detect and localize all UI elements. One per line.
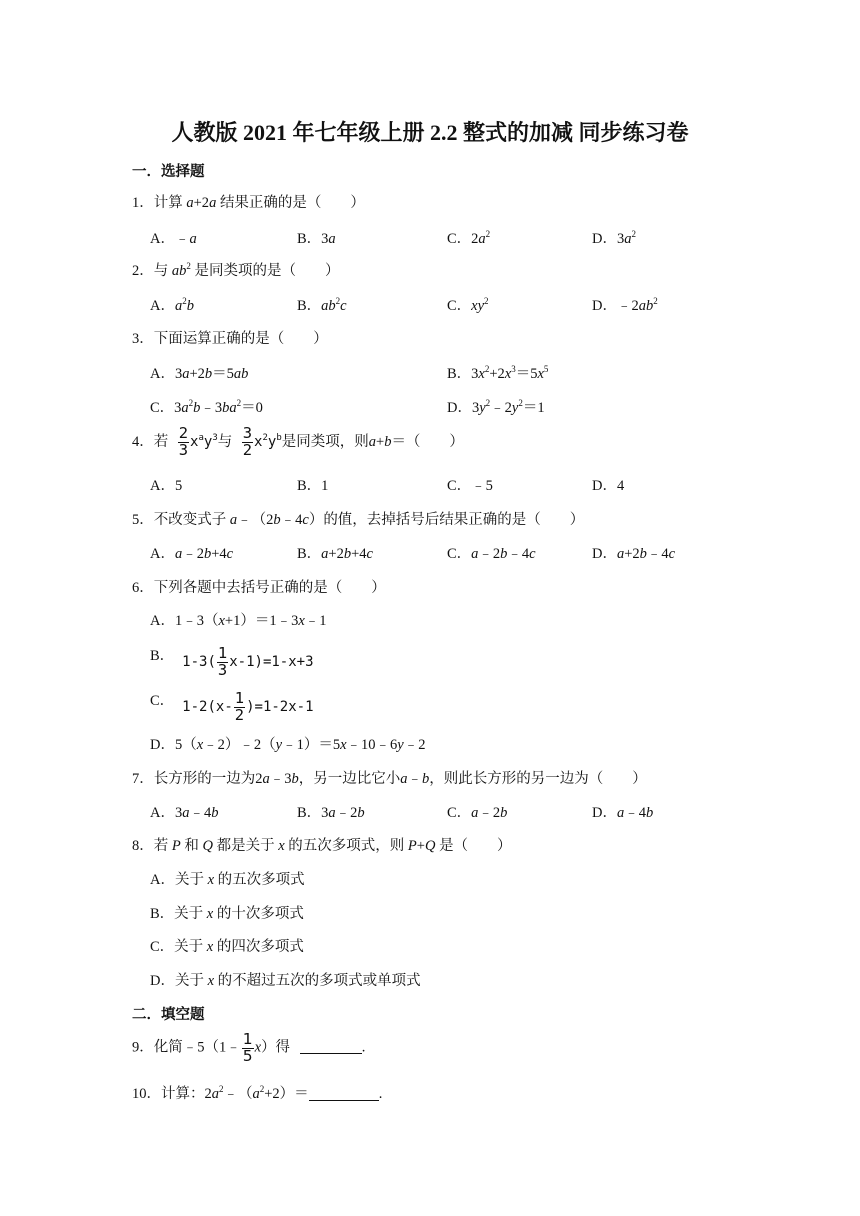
q8-option-a[interactable]: A．关于 x 的五次多项式 (150, 872, 305, 888)
q3-option-c[interactable]: C．$3a^2b﹣3ba^2=0$ (150, 398, 263, 416)
q4-option-c[interactable]: C．﹣5 (447, 478, 493, 494)
question-3: 3．下面运算正确的是（ ） (132, 331, 328, 347)
question-10: 10．计算：$2a^2﹣(a^2+2)=$ . (132, 1084, 383, 1102)
question-6: 6．下列各题中去括号正确的是（ ） (132, 580, 386, 596)
q4-option-d[interactable]: D．4 (592, 478, 625, 494)
q1-option-d[interactable]: D．$3a^2$ (592, 229, 636, 247)
q8-option-d[interactable]: D．关于 x 的不超过五次的多项式或单项式 (150, 973, 421, 989)
q3-option-b[interactable]: B．$3x^2+2x^3=5x^5$ (447, 364, 549, 382)
section-heading-choice: 一．选择题 (132, 164, 205, 180)
q7-option-c[interactable]: C．a﹣2b (447, 805, 508, 821)
question-1: 1．计算 a+2a 结果正确的是（ ） (132, 195, 365, 211)
question-9: 9．化简﹣5（1﹣ $\frac{1}{5}$ x）得 . (132, 1030, 366, 1065)
q5-option-d[interactable]: D．a+2b﹣4c (592, 546, 676, 562)
question-4: 4．若 $\frac{2}{3}$ $x^ay^3$与 $\frac{3}{2}$ $x^2y^b$是同类项，则a+b＝（ ） (132, 424, 464, 459)
q2-option-d[interactable]: D．$﹣2ab^2$ (592, 296, 658, 314)
q9-answer-blank[interactable] (300, 1039, 362, 1054)
q8-option-c[interactable]: C．关于 x 的四次多项式 (150, 939, 304, 955)
q1-option-c[interactable]: C．$2a^2$ (447, 229, 491, 247)
q6-option-a[interactable]: A．1﹣3（x+1）＝1﹣3x﹣1 (150, 613, 327, 629)
q5-option-b[interactable]: B．a+2b+4c (297, 546, 373, 562)
q6-option-c[interactable]: C． 1-2(x- $\frac{1}{2}$ )=1-2x-1 (150, 689, 314, 724)
q10-answer-blank[interactable] (309, 1086, 379, 1101)
q2-option-c[interactable]: C．$xy^2$ (447, 296, 489, 314)
question-2: 2．与 $ab^2$ 是同类项的是（ ） (132, 261, 340, 279)
q4-option-a[interactable]: A．5 (150, 478, 183, 494)
q2-option-a[interactable]: A．$a^2b$ (150, 296, 194, 314)
fraction-three-halves: $\frac{3}{2}$ (242, 424, 253, 459)
q6-option-b[interactable]: B． 1-3( $\frac{1}{3}$ x-1)=1-x+3 (150, 644, 314, 679)
q4-option-b[interactable]: B．1 (297, 478, 329, 494)
q5-option-a[interactable]: A．a﹣2b+4c (150, 546, 234, 562)
q5-option-c[interactable]: C．a﹣2b﹣4c (447, 546, 536, 562)
q7-option-d[interactable]: D．a﹣4b (592, 805, 654, 821)
section-heading-fill-in: 二．填空题 (132, 1007, 205, 1023)
q7-option-a[interactable]: A．3a﹣4b (150, 805, 219, 821)
page-title: 人教版 2021 年七年级上册 2.2 整式的加减 同步练习卷 (171, 120, 689, 145)
q7-option-b[interactable]: B．3a﹣2b (297, 805, 365, 821)
q8-option-b[interactable]: B．关于 x 的十次多项式 (150, 906, 304, 922)
question-7: 7．长方形的一边为2a﹣3b，另一边比它小a﹣b，则此长方形的另一边为（ ） (132, 771, 647, 787)
question-8: 8．若 P 和 Q 都是关于 x 的五次多项式，则 P+Q 是（ ） (132, 838, 512, 854)
q1-option-b[interactable]: B．3a (297, 231, 336, 247)
q3-option-d[interactable]: D．$3y^2﹣2y^2=1$ (447, 398, 545, 416)
q1-option-a[interactable]: A．﹣a (150, 231, 197, 247)
q3-option-a[interactable]: A．3a+2b＝5ab (150, 366, 249, 382)
q6-option-d[interactable]: D．5（x﹣2）﹣2（y﹣1）＝5x﹣10﹣6y﹣2 (150, 737, 426, 753)
fraction-two-thirds: $\frac{2}{3}$ (178, 424, 189, 459)
question-5: 5．不改变式子 a﹣（2b﹣4c）的值，去掉括号后结果正确的是（ ） (132, 512, 585, 528)
q2-option-b[interactable]: B．$ab^2c$ (297, 296, 347, 314)
